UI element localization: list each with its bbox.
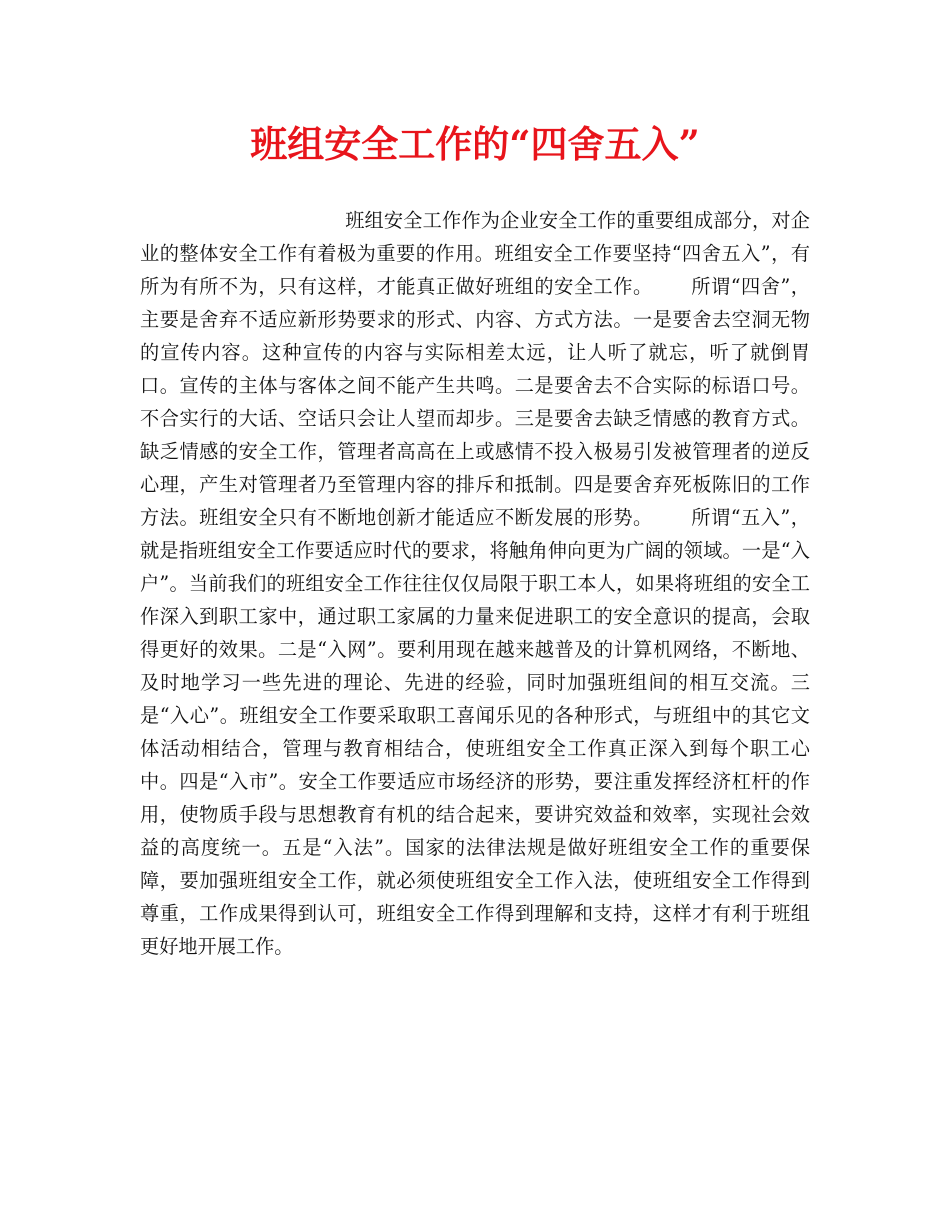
document-body (140, 204, 810, 963)
paragraph-intro: 班组安全工作作为企业安全工作的重要组成部分，对企业的整体安全工作有着极为重要的作用。班组安全工作要坚持“四舍五入”，有所为有所不为，只有这样，才能真正做好班组的安全工作。 (140, 209, 810, 298)
document-title: 班组安全工作的“四舍五入” (250, 122, 700, 166)
paragraph-five-entries: 所谓“五入”，就是指班组安全工作要适应时代的要求，将触角伸向更为广阔的领域。一是“入户”。当前我们的班组安全工作往往仅仅局限于职工本人，如果将班组的安全工作深入到职工家中，通过职工家属的力量来促进职工的安全意识的提高，会取得更好的效果。二是“入网”。要利用现在越来越普及的计算机网络，不断地、及时地学习一些先进的理论、先进的经验，同时加强班组间的相互交流。三是“入心”。班组安全工作要采取职工喜闻乐见的各种形式，与班组中的其它文体活动相结合，管理与教育相结合，使班组安全工作真正深入到每个职工心中。四是“入市”。安全工作要适应市场经济的形势，要注重发挥经济杠杆的作用，使物质手段与思想教育有机的结合起来，要讲究效益和效率，实现社会效益的高度统一。五是“入法”。国家的法律法规是做好班组安全工作的重要保障，要加强班组安全工作，就必须使班组安全工作入法，使班组安全工作得到尊重，工作成果得到认可，班组安全工作得到理解和支持，这样才有利于班组更好地开展工作。 (140, 506, 810, 958)
paragraph-four-abandons: 所谓“四舍”，主要是舍弃不适应新形势要求的形式、内容、方式方法。一是要舍去空洞无物的宣传内容。这种宣传的内容与实际相差太远，让人听了就忘，听了就倒胃口。宣传的主体与客体之间不能产生共鸣。二是要舍去不合实际的标语口号。不合实行的大话、空话只会让人望而却步。三是要舍去缺乏情感的教育方式。缺乏情感的安全工作，管理者高高在上或感情不投入极易引发被管理者的逆反心理，产生对管理者乃至管理内容的排斥和抵制。四是要舍弃死板陈旧的工作方法。班组安全只有不断地创新才能适应不断发展的形势。 (140, 275, 810, 529)
